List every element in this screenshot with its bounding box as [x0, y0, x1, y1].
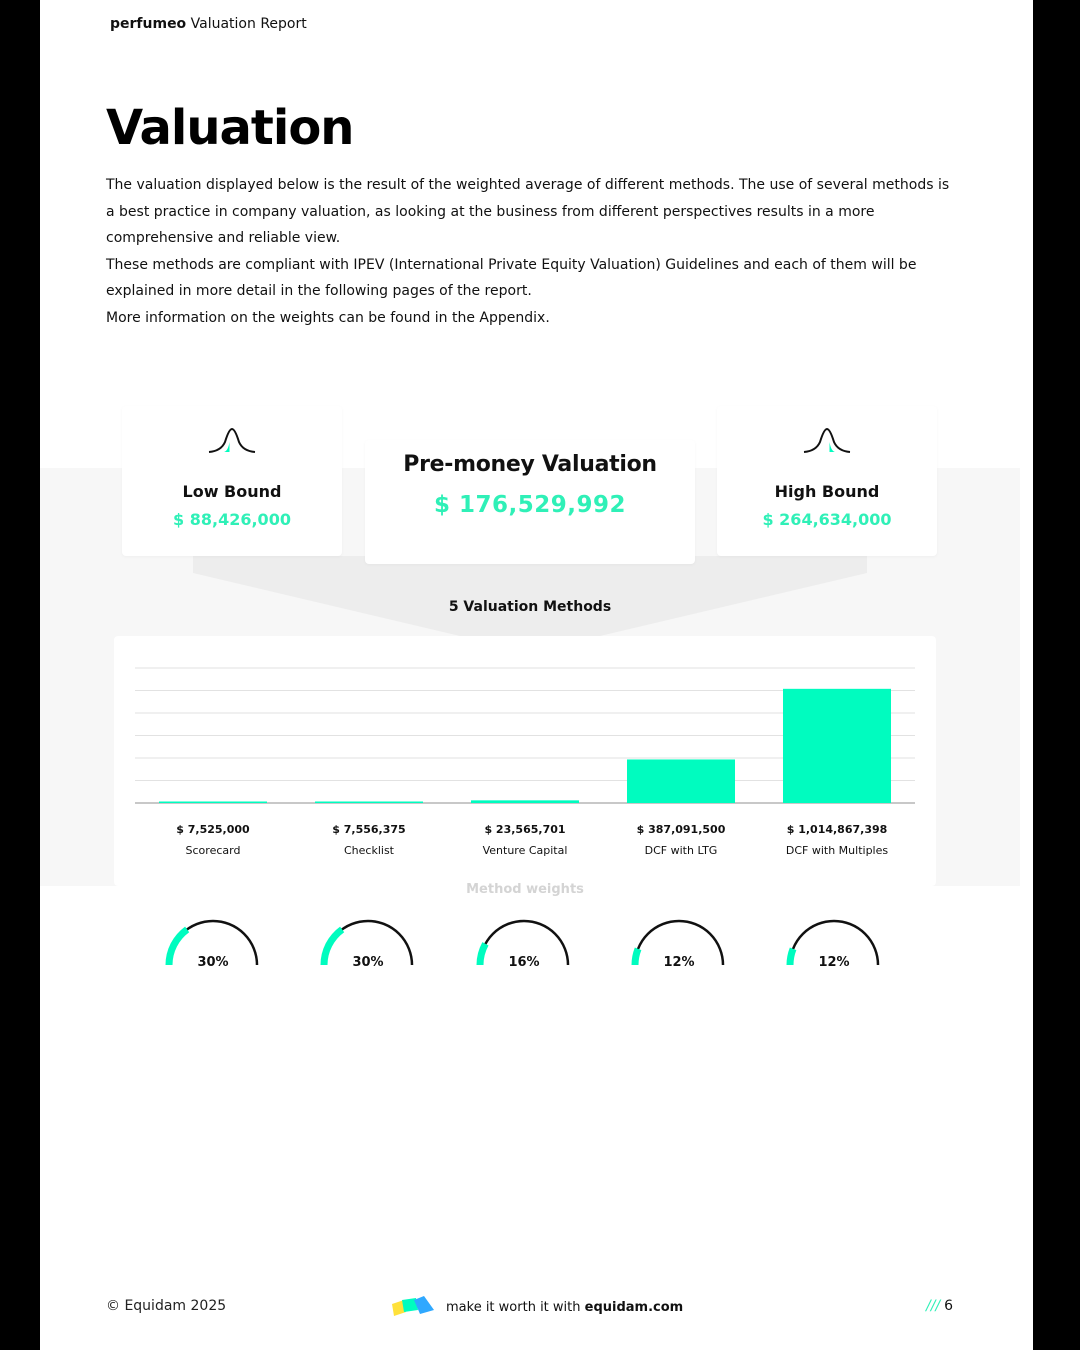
weight-gauge-scorecard [163, 915, 263, 975]
method-name-label: Venture Capital [482, 844, 568, 857]
pre-money-value: $ 176,529,992 [433, 492, 627, 518]
high-bound-label: High Bound [774, 482, 880, 501]
method-name-label: Checklist [344, 844, 394, 857]
methods-chart [114, 636, 936, 886]
bar-dcf-with-ltg [627, 759, 735, 803]
gauge-percent-label: 16% [508, 955, 540, 970]
method-value-label: $ 1,014,867,398 [786, 823, 888, 836]
weight-gauge-checklist [318, 915, 418, 975]
low-bound-label: Low Bound [182, 482, 282, 501]
method-value-label: $ 7,556,375 [332, 823, 406, 836]
method-name-label: Scorecard [185, 844, 241, 857]
intro-paragraph-1: The valuation displayed below is the result of the weighted average of different methods. The use of several methods is a best practice in company valuation, as looking at the business from different perspectives results in a more comprehensive and reliable view. [106, 177, 950, 246]
page-title: Valuation [106, 100, 354, 156]
tagline-prefix: make it worth it with [446, 1299, 581, 1315]
footer-tagline-text [446, 1300, 683, 1315]
low-bound-value: $ 88,426,000 [173, 510, 291, 529]
bell-curve-icon [802, 424, 852, 454]
page-slashes: /// [926, 1298, 941, 1314]
high-bound-card [717, 406, 937, 556]
gauge-percent-label: 12% [663, 955, 695, 970]
footer-tagline [390, 1294, 683, 1320]
gauge-percent-label: 12% [818, 955, 850, 970]
weights-title: Method weights [466, 882, 584, 897]
equidam-logo-icon [390, 1294, 436, 1320]
page-number: 6 [944, 1298, 954, 1314]
weight-gauge-venture-capital [474, 915, 574, 975]
pre-money-card [365, 440, 695, 564]
low-bound-card [122, 406, 342, 556]
weight-gauge-dcf-with-ltg [629, 915, 729, 975]
method-value-label: $ 387,091,500 [636, 823, 726, 836]
bar-dcf-with-multiples [783, 689, 891, 803]
weight-gauge-dcf-with-multiples [784, 915, 884, 975]
report-name: Valuation Report [190, 16, 307, 32]
gauge-percent-label: 30% [352, 955, 384, 970]
method-value-label: $ 7,525,000 [176, 823, 250, 836]
gauge-percent-label: 30% [197, 955, 229, 970]
methods-title: 5 Valuation Methods [448, 599, 612, 615]
tagline-site-link[interactable]: equidam.com [584, 1299, 684, 1315]
method-value-label: $ 23,565,701 [484, 823, 566, 836]
company-name: perfumeo [110, 16, 187, 32]
pre-money-label: Pre-money Valuation [403, 452, 657, 477]
high-bound-value: $ 264,634,000 [762, 510, 892, 529]
bell-curve-icon [207, 424, 257, 454]
methods-bar-chart [114, 636, 936, 816]
footer-page [926, 1298, 953, 1314]
report-page [40, 0, 1033, 1350]
intro-paragraph-3: More information on the weights can be found in the Appendix. [106, 309, 550, 326]
footer-copyright: © Equidam 2025 [106, 1298, 227, 1314]
bar-venture-capital [471, 800, 579, 803]
intro-paragraph-2: These methods are compliant with IPEV (International Private Equity Valuation) Guidelines and each of them will be explained in more detail in the following pages of the report. [106, 256, 917, 299]
bar-checklist [315, 802, 423, 804]
method-name-label: DCF with Multiples [785, 844, 889, 857]
method-name-label: DCF with LTG [644, 844, 718, 857]
bar-scorecard [159, 802, 267, 804]
